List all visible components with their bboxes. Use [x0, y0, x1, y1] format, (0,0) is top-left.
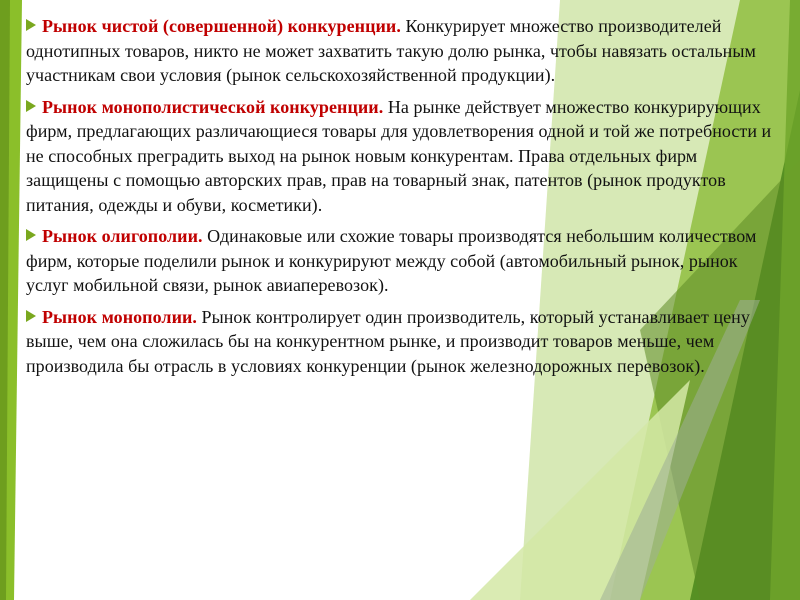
- content-panel: [26, 14, 780, 385]
- desc-oligopoly: Одинаковые или схожие товары производятся небольшим количеством фирм, которые поделили рынок и конкурируют между собой (автомобильный рынок, рынок услуг мобильной связи, рынок авиаперевозок).: [26, 226, 757, 295]
- bullet-oligopoly: [26, 224, 780, 298]
- arrow-right-icon: [26, 100, 36, 112]
- bullet-monopolistic-competition: [26, 95, 780, 218]
- desc-monopolistic-competition: На рынке действует множество конкурирующих фирм, предлагающих различающиеся товары для удовлетворения одной и той же потребности и не способных преградить выход на рынок новым конкурентам. Права отдельных фирм защищены с помощью авторских прав, прав на товарный знак, патентов (рынок продуктов питания, одежды и обуви, косметики).: [26, 96, 772, 215]
- arrow-right-icon: [26, 310, 36, 322]
- term-monopolistic-competition: Рынок монополистической конкуренции.: [42, 96, 384, 117]
- term-oligopoly: Рынок олигополии.: [42, 226, 203, 246]
- arrow-right-icon: [26, 19, 36, 31]
- desc-monopoly: Рынок контролирует один производитель, который устанавливает цену выше, чем она сложилась бы на конкурентном рынке, и производит товаров меньше, чем производила бы отрасль в условиях конкуренции (рынок железнодорожных перевозок).: [26, 306, 750, 376]
- bullet-perfect-competition: [26, 14, 780, 88]
- term-monopoly: Рынок монополии.: [42, 306, 197, 327]
- bullet-monopoly: [26, 305, 780, 379]
- desc-perfect-competition: Конкурирует множество производителей однотипных товаров, никто не может захватить такую долю рынка, чтобы навязать остальным участникам свои условия (рынок сельскохозяйственной продукции).: [26, 16, 756, 85]
- arrow-right-icon: [26, 229, 36, 241]
- term-perfect-competition: Рынок чистой (совершенной) конкуренции.: [42, 16, 401, 36]
